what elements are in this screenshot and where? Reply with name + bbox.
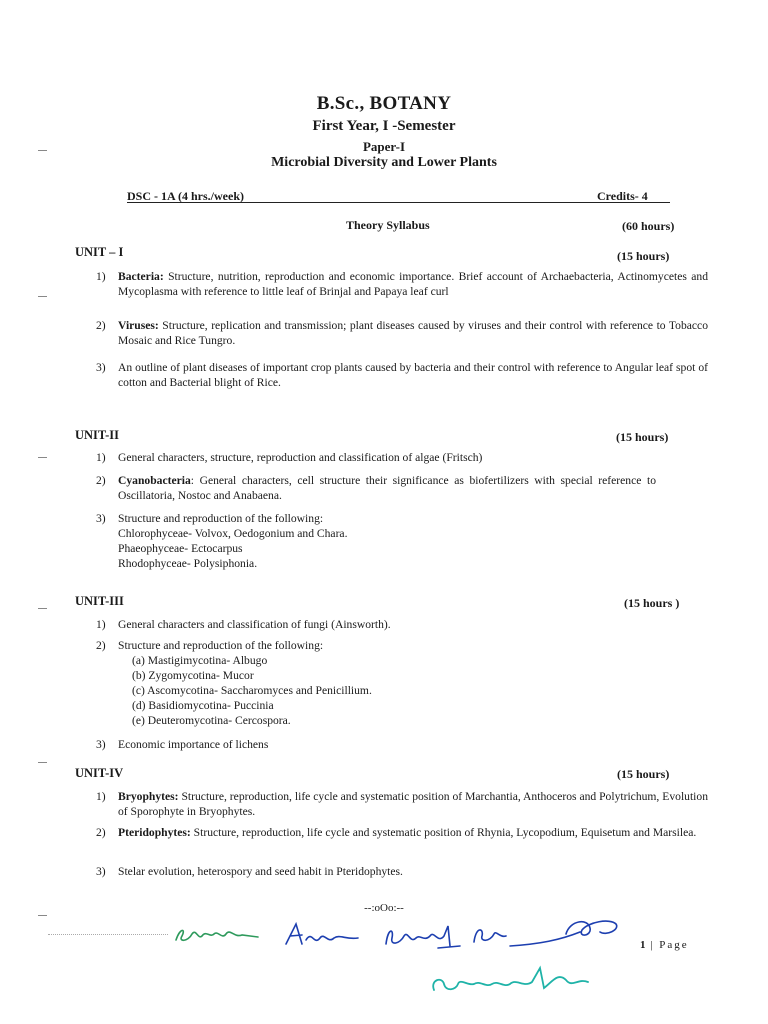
unit-3-item	[96, 617, 708, 632]
sub-line: (b) Zygomycotina- Mucor	[132, 669, 254, 682]
unit-2-title: UNIT-II	[75, 428, 120, 442]
unit-3-item	[96, 737, 708, 752]
unit-4-item	[96, 825, 708, 840]
item-heading: Bacteria:	[118, 270, 164, 283]
sub-line: (e) Deuteromycotina- Cercospora.	[132, 714, 291, 727]
item-text: Structure, reproduction, life cycle and systematic position of Marchantia, Anthoceros and Polytrichum, Evolution of Sporophyte in Bryophytes.	[118, 790, 708, 818]
unit-1-hours: (15 hours)	[617, 249, 670, 263]
item-heading: Bryophytes:	[118, 790, 179, 803]
unit-2-hours: (15 hours)	[616, 430, 669, 444]
margin-mark	[38, 296, 47, 297]
item-text: Economic importance of lichens	[118, 738, 269, 751]
sub-line: Chlorophyceae- Volvox, Oedogonium and Chara.	[118, 527, 348, 540]
item-number: 2)	[96, 826, 106, 839]
sub-line: Phaeophyceae- Ectocarpus	[118, 542, 243, 555]
item-text: An outline of plant diseases of important crop plants caused by bacteria and their control with reference to Angular leaf spot of cotton and Bacterial blight of Rice.	[118, 361, 708, 389]
item-text: General characters, structure, reproduction and classification of algae (Fritsch)	[118, 451, 483, 464]
item-text: Structure, reproduction, life cycle and systematic position of Rhynia, Lycopodium, Equisetum and Marsilea.	[190, 826, 697, 839]
signature-5	[428, 962, 598, 1002]
unit-3-item	[96, 638, 708, 728]
unit-1-item	[96, 269, 708, 299]
dotted-line	[48, 934, 168, 935]
sub-line: (a) Mastigimycotina- Albugo	[132, 654, 268, 667]
credits: Credits- 4	[597, 189, 648, 203]
sub-line: (c) Ascomycotina- Saccharomyces and Penicillium.	[132, 684, 372, 697]
unit-2-item	[96, 473, 656, 503]
item-number: 1)	[96, 618, 106, 631]
item-text: Structure and reproduction of the following:	[118, 512, 324, 525]
item-text: Stelar evolution, heterospory and seed habit in Pteridophytes.	[118, 865, 403, 878]
item-number: 2)	[96, 319, 106, 332]
signature-4	[470, 912, 630, 952]
unit-3-title: UNIT-III	[75, 594, 124, 608]
unit-4-item	[96, 864, 708, 879]
item-text: Structure, replication and transmission; plant diseases caused by viruses and their control with reference to Tobacco Mosaic and Rice Tungro.	[118, 319, 708, 347]
unit-2-item	[96, 511, 708, 571]
margin-mark	[38, 608, 47, 609]
end-mark: --:oOo:--	[364, 902, 404, 914]
margin-mark	[38, 915, 47, 916]
document-title: B.Sc., BOTANY	[316, 93, 452, 114]
margin-mark	[38, 762, 47, 763]
signature-2	[282, 918, 362, 952]
sub-line: Rhodophyceae- Polysiphonia.	[118, 557, 258, 570]
unit-4-item	[96, 789, 708, 819]
item-number: 1)	[96, 790, 106, 803]
item-number: 3)	[96, 865, 106, 878]
item-text: Structure and reproduction of the following:	[118, 639, 324, 652]
item-text: Structure, nutrition, reproduction and economic importance. Brief account of Archaebacteria, Actinomycetes and Mycoplasma with reference to little leaf of Brinjal and Papaya leaf curl	[118, 270, 708, 298]
unit-4-title: UNIT-IV	[75, 766, 124, 780]
paper-name: Microbial Diversity and Lower Plants	[271, 155, 497, 170]
unit-1-title: UNIT – I	[75, 245, 124, 259]
header-rule	[127, 202, 670, 203]
unit-4-hours: (15 hours)	[617, 767, 670, 781]
paper-number: Paper-I	[362, 139, 406, 154]
item-text: : General characters, cell structure their significance as biofertilizers with special reference to Oscillatoria, Nostoc and Anabaena.	[118, 474, 656, 502]
item-heading: Pteridophytes:	[118, 826, 191, 839]
item-heading: Cyanobacteria	[118, 474, 191, 487]
item-number: 1)	[96, 270, 106, 283]
page-label: | Page	[645, 939, 689, 951]
unit-1-item	[96, 318, 708, 348]
item-text: General characters and classification of fungi (Ainsworth).	[118, 618, 391, 631]
theory-syllabus-label: Theory Syllabus	[346, 218, 430, 232]
page-number-value: 1	[640, 939, 646, 951]
item-number: 3)	[96, 361, 106, 374]
item-number: 1)	[96, 451, 106, 464]
item-number: 2)	[96, 474, 106, 487]
theory-hours: (60 hours)	[622, 219, 675, 233]
unit-1-item	[96, 360, 708, 390]
page-number	[640, 939, 689, 951]
item-heading: Viruses:	[118, 319, 159, 332]
item-number: 3)	[96, 738, 106, 751]
margin-mark	[38, 457, 47, 458]
sub-line: (d) Basidiomycotina- Puccinia	[132, 699, 274, 712]
signature-3	[382, 918, 462, 954]
item-number: 2)	[96, 639, 106, 652]
item-number: 3)	[96, 512, 106, 525]
dsc-code: DSC - 1A (4 hrs./week)	[127, 189, 244, 203]
signature-1	[172, 920, 262, 950]
unit-2-item	[96, 450, 708, 465]
unit-3-hours: (15 hours )	[624, 596, 680, 610]
year-semester: First Year, I -Semester	[312, 118, 456, 134]
